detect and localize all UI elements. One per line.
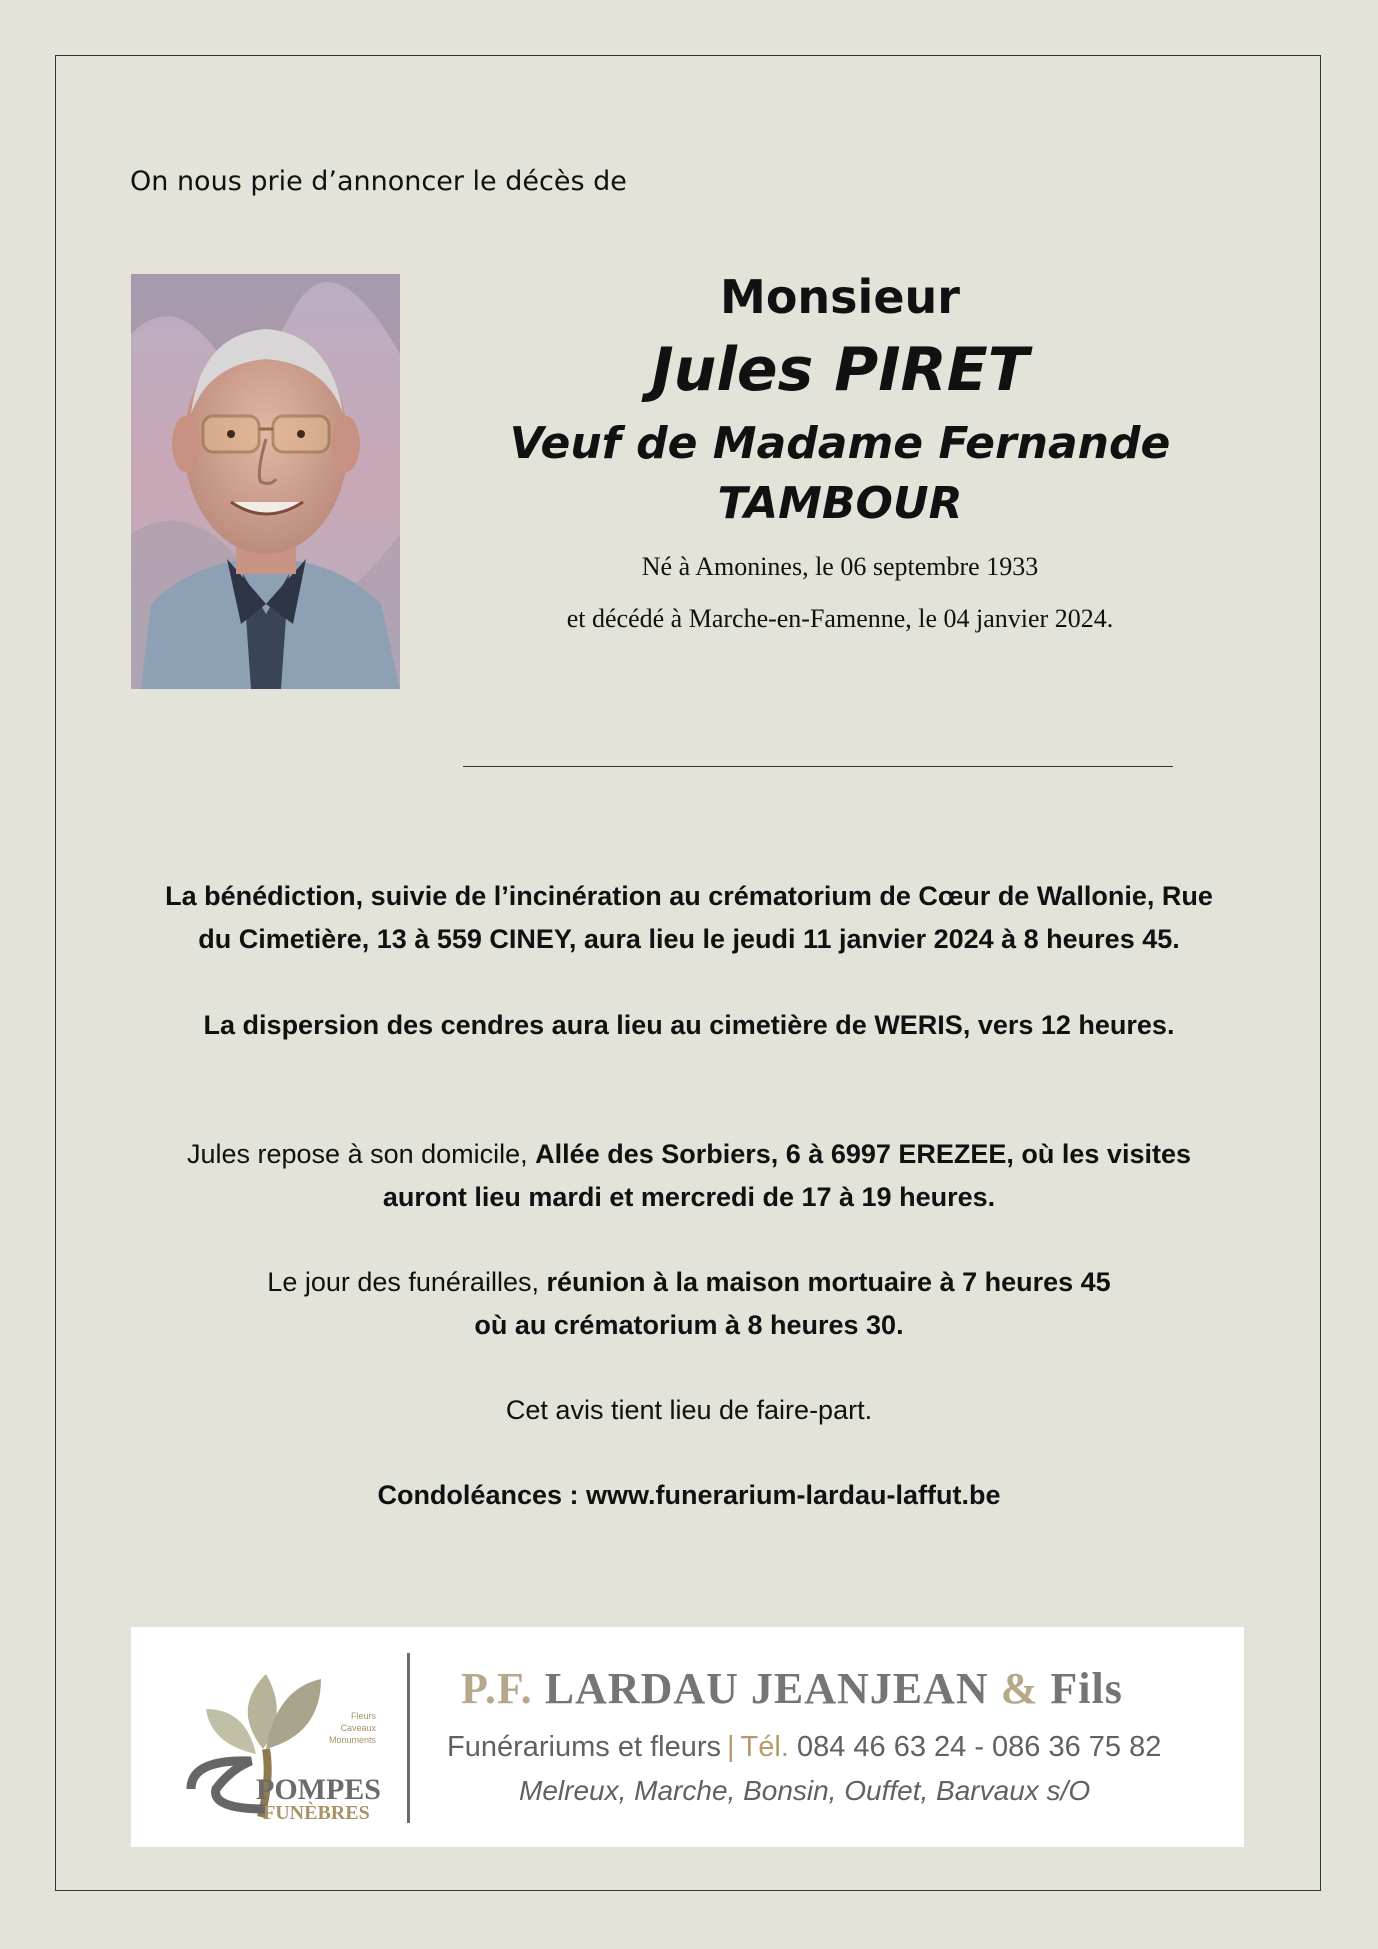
death-info: et décédé à Marche-en-Famenne, le 04 janvier 2024.: [566, 604, 1114, 633]
banner-separator: [407, 1653, 410, 1823]
logo-small-3: Monuments: [328, 1735, 376, 1745]
company-main: LARDAU JEANJEAN: [544, 1664, 989, 1713]
deceased-name: Jules PIRET: [651, 335, 1029, 405]
services-line: [447, 1731, 1161, 1764]
repose-text: [110, 1133, 1268, 1219]
logo-small-1: Fleurs: [350, 1711, 376, 1721]
phone-numbers: 084 46 63 24 - 086 36 75 82: [796, 1731, 1162, 1763]
company-prefix: P.F.: [461, 1664, 533, 1713]
funeral-day-line-2: où au crématorium à 8 heures 30.: [474, 1310, 904, 1340]
pompes-funebres-logo: [171, 1649, 396, 1829]
company-suffix: Fils: [1050, 1664, 1123, 1713]
notice-text: Cet avis tient lieu de faire-part.: [505, 1395, 873, 1425]
dispersion-text: La dispersion des cendres aura lieu au cimetière de WERIS, vers 12 heures.: [203, 1010, 1175, 1040]
funeral-day-prefix: Le jour des funérailles,: [267, 1267, 547, 1297]
portrait-photo: [131, 274, 400, 689]
widow-line-1: Veuf de Madame Fernande: [509, 418, 1171, 469]
divider-line: [463, 766, 1173, 767]
funeral-day-meeting: réunion à la maison mortuaire à 7 heures 45: [546, 1267, 1111, 1297]
funeral-home-banner: [131, 1627, 1244, 1847]
services-text: Funérariums et fleurs: [447, 1731, 721, 1763]
title: Monsieur: [720, 270, 960, 324]
repose-prefix: Jules repose à son domicile,: [186, 1139, 536, 1169]
ceremony-line-1: La bénédiction, suivie de l’incinération au crématorium de Cœur de Wallonie, Rue: [165, 881, 1213, 911]
company-amp: &: [1000, 1664, 1039, 1713]
ceremony-text: [110, 875, 1268, 961]
repose-line-1: [110, 1133, 1268, 1176]
logo-word-2: FUNÈBRES: [263, 1802, 370, 1824]
funeral-day-text: [110, 1261, 1268, 1347]
logo-small-2: Caveaux: [340, 1723, 376, 1733]
repose-line-2: auront lieu mardi et mercredi de 17 à 19 heures.: [382, 1182, 996, 1212]
intro-text: On nous prie d’annoncer le décès de: [130, 166, 627, 197]
ceremony-line-2: du Cimetière, 13 à 559 CINEY, aura lieu le jeudi 11 janvier 2024 à 8 heures 45.: [198, 924, 1180, 954]
deceased-header: [480, 262, 1200, 634]
widow-line: [480, 414, 1200, 534]
condolences-text: Condoléances : www.funerarium-lardau-laffut.be: [377, 1480, 1001, 1510]
tel-prefix: Tél.: [740, 1731, 789, 1763]
widow-line-2: TAMBOUR: [717, 478, 963, 529]
services-pipe: |: [727, 1731, 735, 1763]
locations-line: Melreux, Marche, Bonsin, Ouffet, Barvaux s/O: [519, 1775, 1091, 1806]
logo-word-1: POMPES: [256, 1773, 381, 1806]
company-name: [461, 1663, 1123, 1714]
funeral-day-line-1: [110, 1261, 1268, 1304]
repose-address: Allée des Sorbiers, 6 à 6997 EREZEE, où les visites: [535, 1139, 1191, 1169]
birth-info: Né à Amonines, le 06 septembre 1933: [641, 552, 1039, 581]
